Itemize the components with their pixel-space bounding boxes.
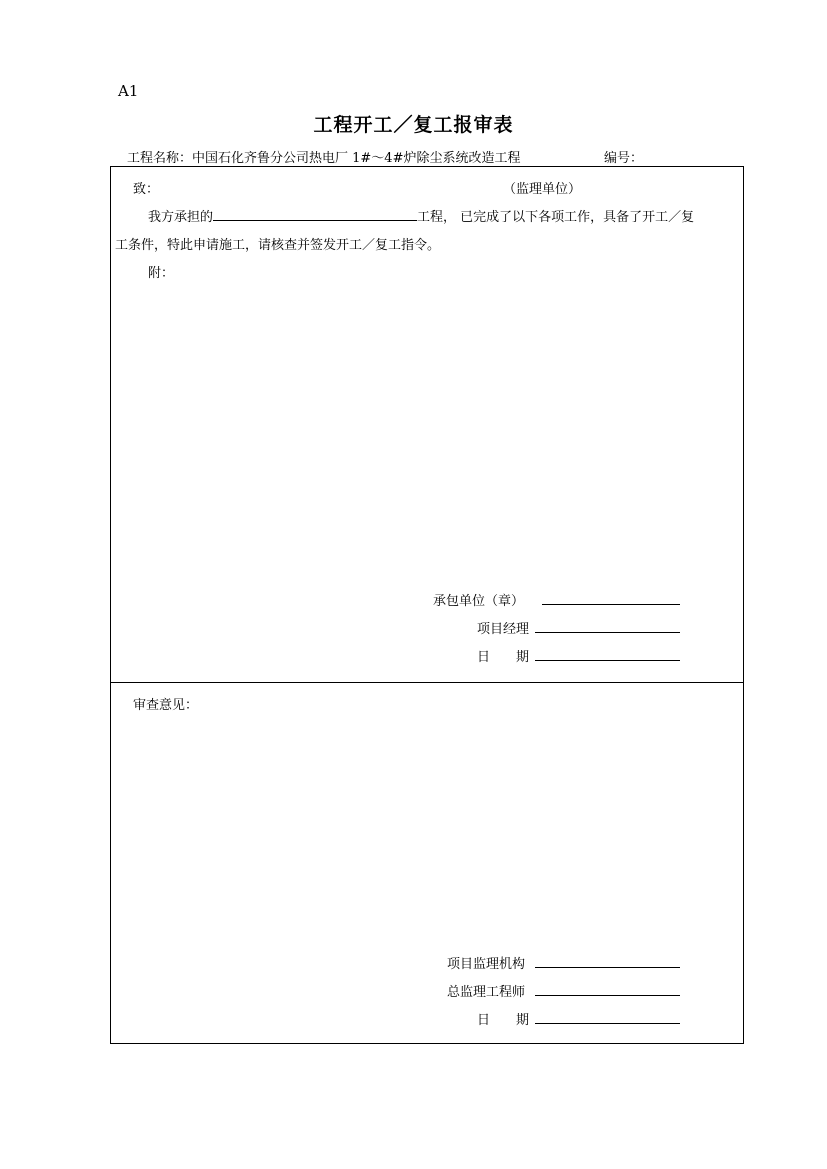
form-code: A1 [118, 82, 139, 100]
section-divider [111, 682, 743, 683]
review-date-field[interactable] [535, 1023, 680, 1024]
body-prefix: 我方承担的 [148, 210, 214, 225]
application-date-label: 日 期 [477, 650, 530, 665]
form-title: 工程开工／复工报审表 [313, 114, 514, 136]
number-label: 编号： [604, 151, 644, 166]
chief-engineer-signature-field[interactable] [535, 995, 680, 996]
project-manager-label: 项目经理 [477, 622, 530, 637]
supervision-org-label: 项目监理机构 [447, 957, 526, 972]
contractor-signature-field[interactable] [542, 604, 680, 605]
project-label: 工程名称： [127, 151, 193, 166]
review-opinion-label: 审查意见： [133, 698, 199, 713]
project-blank-field[interactable] [213, 207, 417, 221]
form-table [110, 166, 744, 1044]
project-name: 中国石化齐鲁分公司热电厂 1#～4#炉除尘系统改造工程 [192, 151, 521, 166]
attachment-label: 附： [148, 266, 175, 281]
to-label: 致： [133, 182, 160, 197]
project-name-line [127, 147, 520, 166]
body-suffix: 工程， 已完成了以下各项工作，具备了开工／复 [417, 210, 695, 225]
contractor-label: 承包单位（章） [433, 594, 525, 609]
supervisor-unit-label: （监理单位） [503, 182, 582, 197]
application-date-field[interactable] [535, 660, 680, 661]
review-date-label: 日 期 [477, 1013, 530, 1028]
application-body-line2: 工条件，特此申请施工，请核查并签发开工／复工指令。 [115, 238, 441, 253]
project-manager-signature-field[interactable] [535, 632, 680, 633]
supervision-org-signature-field[interactable] [535, 967, 680, 968]
application-body-line1 [148, 206, 694, 225]
chief-engineer-label: 总监理工程师 [447, 985, 526, 1000]
